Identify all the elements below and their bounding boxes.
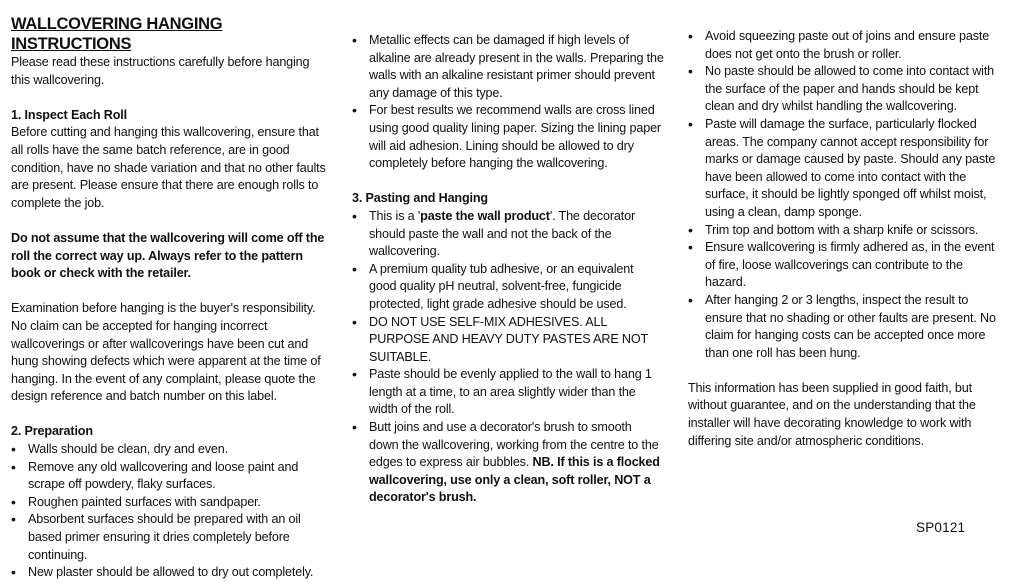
spacer [11, 89, 329, 107]
document-title: WALLCOVERING HANGING INSTRUCTIONS [11, 15, 223, 53]
section-1-warning: Do not assume that the wallcovering will come off the roll the correct way up. Always refer to the pattern book or check with the retailer. [11, 230, 325, 281]
spacer [11, 212, 329, 230]
list-item: • A premium quality tub adhesive, or an equivalent good quality pH neutral, solvent-free, fungicide protected, light grade adhesive should be used. [352, 261, 664, 314]
section-2-heading: 2. Preparation [11, 424, 93, 439]
list-item: • New plaster should be allowed to dry out completely. [11, 564, 329, 582]
column-2 [352, 32, 664, 507]
item-emphasis: NB. If this is a flocked wallcovering, use only a clean, soft roller, NOT a decorator's brush. [369, 455, 660, 505]
list-item: • Remove any old wallcovering and loose paint and scrape off powdery, flaky surfaces. [11, 459, 329, 494]
item-text: This is a ' [369, 208, 421, 223]
list-item: • Absorbent surfaces should be prepared with an oil based primer ensuring it dries completely before continuing. [11, 511, 329, 564]
spacer [352, 173, 664, 191]
list-item: • Ensure wallcovering is firmly adhered as, in the event of fire, loose wallcoverings can contribute to the hazard. [688, 239, 1000, 292]
item-text: '. The decorator should paste the wall and not the back of the wallcovering. [369, 208, 635, 259]
disclaimer-text: This information has been supplied in good faith, but without guarantee, and on the understanding that the installer will have decorating knowledge to work with differing site and/or atmospheric conditions. [688, 380, 976, 448]
list-item: • Walls should be clean, dry and even. [11, 441, 329, 459]
list-item: • Roughen painted surfaces with sandpaper. [11, 494, 329, 512]
spacer [11, 406, 329, 424]
list-item: • Paste should be evenly applied to the wall to hang 1 length at a time, to an area slightly wider than the width of the roll. [352, 366, 664, 419]
section-3-heading: 3. Pasting and Hanging [352, 191, 488, 206]
item-emphasis: paste the wall product [420, 208, 550, 223]
list-item [352, 208, 664, 261]
section-1-heading: 1. Inspect Each Roll [11, 107, 127, 122]
section-3-list-continued [688, 28, 1000, 362]
spacer [11, 283, 329, 301]
item-text: Butt joins and use a decorator's brush to smooth down the wallcovering, working from the centre to the edges to express air bubbles. [369, 420, 659, 470]
list-item: • DO NOT USE SELF-MIX ADHESIVES. ALL PURPOSE AND HEAVY DUTY PASTES ARE NOT SUITABLE. [352, 314, 664, 367]
section-1-paragraph-1: Before cutting and hanging this wallcovering, ensure that all rolls have the same batch reference, are in good condition, have no shade variation and that no other faults are present. Please ensure that there are enough rolls to complete the job. [11, 125, 326, 210]
list-item: • For best results we recommend walls are cross lined using good quality lining paper. Sizing the lining paper will aid adhesion. Lining should be allowed to dry completely before hanging the wallcovering. [352, 102, 664, 172]
section-1-paragraph-3: Examination before hanging is the buyer's responsibility. No claim can be accepted for hanging incorrect wallcoverings or after wallcoverings have been cut and hung showing defects which were apparent at the time of hanging. In the event of any complaint, please quote the design reference and batch number on this label. [11, 301, 321, 404]
section-3-list [352, 208, 664, 507]
product-code: SP0121 [916, 520, 966, 535]
spacer [688, 362, 1000, 380]
column-1 [11, 14, 329, 582]
intro-text: Please read these instructions carefully before hanging this wallcovering. [11, 55, 310, 87]
list-item: • No paste should be allowed to come into contact with the surface of the paper and hands should be kept clean and dry whilst handling the wallcovering. [688, 63, 1000, 116]
section-2-list [11, 441, 329, 582]
list-item: • Trim top and bottom with a sharp knife or scissors. [688, 222, 1000, 240]
list-item: • Paste will damage the surface, particularly flocked areas. The company cannot accept responsibility for marks or damage caused by paste. Should any paste have been allowed to come into contact with the surface, it should be lightly sponged off whilst moist, using a clean, damp sponge. [688, 116, 1000, 222]
section-2-list-continued [352, 32, 664, 173]
list-item: • Metallic effects can be damaged if high levels of alkaline are already present in the walls. Preparing the walls with an alkaline resistant primer should prevent any damage of this type. [352, 32, 664, 102]
column-3 [688, 28, 1000, 450]
list-item: • After hanging 2 or 3 lengths, inspect the result to ensure that no shading or other faults are present. No claim for hanging costs can be accepted once more than one roll has been hung. [688, 292, 1000, 362]
list-item [352, 419, 664, 507]
list-item: • Avoid squeezing paste out of joins and ensure paste does not get onto the brush or roller. [688, 28, 1000, 63]
